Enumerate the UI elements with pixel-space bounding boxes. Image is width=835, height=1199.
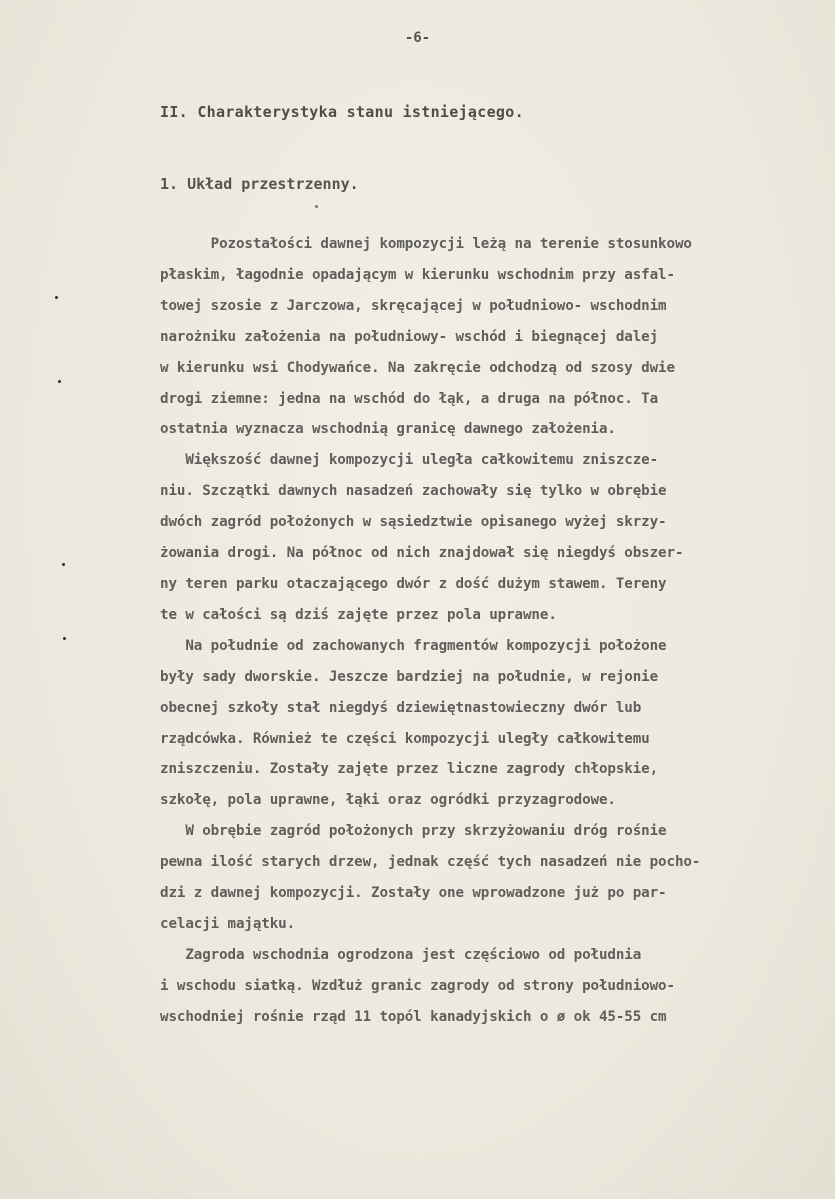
text-line: drogi ziemne: jedna na wschód do łąk, a druga na północ. Ta: [160, 390, 659, 407]
paragraph-1: [160, 229, 790, 445]
text-line: ny teren parku otaczającego dwór z dość dużym stawem. Tereny: [160, 575, 667, 592]
text-line: były sady dworskie. Jeszcze bardziej na południe, w rejonie: [160, 668, 659, 685]
text-line: W obrębie zagród położonych przy skrzyżowaniu dróg rośnie: [160, 823, 667, 840]
paper-speck: [315, 205, 318, 208]
text-line: ostatnia wyznacza wschodnią granicę dawnego założenia.: [160, 421, 616, 438]
paper-speck: [62, 563, 65, 566]
text-line: celacji majątku.: [160, 915, 296, 932]
text-line: Większość dawnej kompozycji uległa całkowitemu zniszcze-: [160, 452, 659, 469]
text-line: szkołę, pola uprawne, łąki oraz ogródki przyzagrodowe.: [160, 792, 616, 809]
text-line: dwóch zagród położonych w sąsiedztwie opisanego wyżej skrzy-: [160, 514, 667, 531]
paragraph-4: [160, 816, 790, 940]
text-line: Na południe od zachowanych fragmentów kompozycji położone: [160, 637, 667, 654]
text-line: płaskim, łagodnie opadającym w kierunku wschodnim przy asfal-: [160, 266, 675, 283]
text-line: wschodniej rośnie rząd 11 topól kanadyjskich o ø ok 45-55 cm: [160, 1008, 667, 1025]
text-line: obecnej szkoły stał niegdyś dziewiętnastowieczny dwór lub: [160, 699, 642, 716]
text-line: towej szosie z Jarczowa, skręcającej w południowo- wschodnim: [160, 297, 667, 314]
paper-speck: [63, 637, 66, 640]
page-number: -6-: [404, 30, 431, 46]
text-line: niu. Szczątki dawnych nasadzeń zachowały się tylko w obrębie: [160, 483, 667, 500]
paragraph-3: [160, 631, 790, 816]
text-line: narożniku założenia na południowy- wschód i biegnącej dalej: [160, 328, 659, 345]
text-line: żowania drogi. Na północ od nich znajdował się niegdyś obszer-: [160, 545, 684, 562]
subsection-title: 1. Układ przestrzenny.: [160, 175, 359, 193]
text-line: te w całości są dziś zajęte przez pola uprawne.: [160, 606, 557, 623]
text-line: Pozostałości dawnej kompozycji leżą na terenie stosunkowo: [160, 236, 692, 252]
body-text: [160, 229, 790, 1033]
text-line: w kierunku wsi Chodywańce. Na zakręcie odchodzą od szosy dwie: [160, 359, 675, 376]
section-title: II. Charakterystyka stanu istniejącego.: [160, 103, 524, 121]
paper-speck: [58, 380, 61, 383]
text-line: i wschodu siatką. Wzdłuż granic zagrody od strony południowo-: [160, 977, 675, 994]
text-line: pewna ilość starych drzew, jednak część tych nasadzeń nie pocho-: [160, 854, 701, 871]
text-line: dzi z dawnej kompozycji. Zostały one wprowadzone już po par-: [160, 885, 667, 902]
text-line: Zagroda wschodnia ogrodzona jest częściowo od południa: [160, 946, 642, 963]
paper-speck: [55, 296, 58, 299]
paragraph-5: [160, 940, 790, 1033]
text-line: zniszczeniu. Zostały zajęte przez liczne zagrody chłopskie,: [160, 761, 659, 778]
paragraph-2: [160, 445, 790, 630]
text-line: rządcówka. Również te części kompozycji uległy całkowitemu: [160, 730, 650, 747]
